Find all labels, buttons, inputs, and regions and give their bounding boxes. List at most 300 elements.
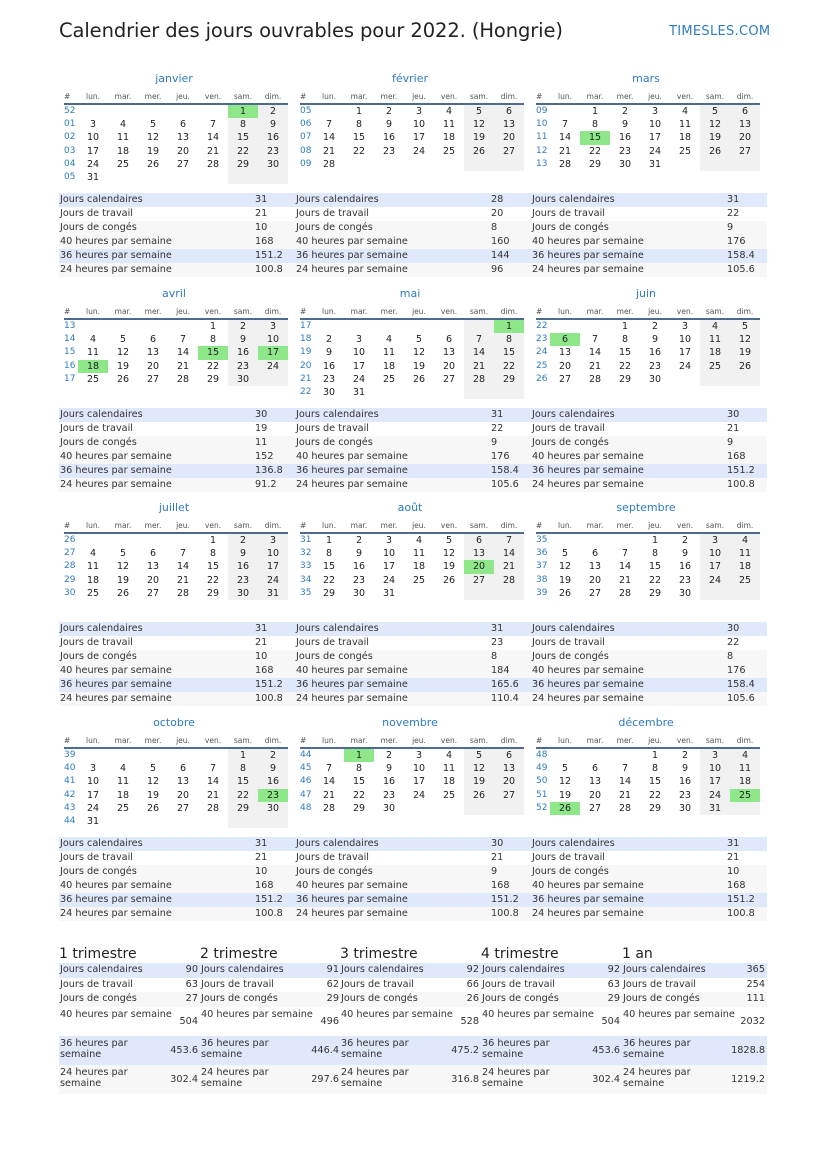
day-cell[interactable]	[258, 815, 288, 828]
day-cell[interactable]: 25	[700, 360, 730, 373]
day-cell[interactable]	[198, 171, 228, 184]
day-cell[interactable]	[138, 319, 168, 333]
day-cell[interactable]: 6	[179, 763, 187, 775]
day-cell[interactable]: 6	[445, 334, 453, 346]
day-cell[interactable]: 27	[494, 789, 524, 802]
day-cell[interactable]: 1	[494, 319, 524, 333]
day-cell[interactable]: 23	[258, 145, 288, 158]
day-cell[interactable]: 27	[176, 802, 190, 814]
day-cell[interactable]	[374, 319, 404, 333]
day-cell[interactable]: 12	[730, 333, 760, 346]
day-cell[interactable]: 16	[228, 560, 258, 573]
day-cell[interactable]: 5	[149, 119, 157, 131]
day-cell[interactable]: 1	[621, 321, 629, 332]
day-cell[interactable]: 29	[206, 373, 220, 385]
day-cell[interactable]: 25	[412, 574, 426, 586]
day-cell[interactable]: 9	[228, 547, 258, 560]
day-cell[interactable]: 2	[681, 750, 689, 761]
day-cell[interactable]: 3	[258, 533, 288, 547]
day-cell[interactable]: 5	[561, 763, 569, 775]
day-cell[interactable]	[314, 104, 344, 118]
day-cell[interactable]	[78, 319, 108, 333]
day-cell[interactable]	[138, 171, 168, 184]
day-cell[interactable]: 16	[322, 360, 336, 372]
day-cell[interactable]: 27	[588, 587, 602, 599]
day-cell[interactable]	[464, 802, 494, 815]
day-cell[interactable]: 17	[700, 775, 730, 788]
day-cell[interactable]: 12	[558, 776, 572, 788]
day-cell[interactable]: 19	[558, 574, 572, 586]
day-cell[interactable]: 21	[618, 789, 632, 801]
day-cell[interactable]	[610, 533, 640, 547]
day-cell[interactable]: 23	[228, 360, 258, 373]
day-cell[interactable]: 14	[618, 776, 632, 788]
day-cell[interactable]: 23	[648, 360, 662, 372]
day-cell[interactable]: 29	[322, 587, 336, 599]
day-cell[interactable]	[168, 171, 198, 184]
day-cell[interactable]: 21	[206, 145, 220, 157]
day-cell[interactable]: 31	[86, 172, 100, 184]
day-cell[interactable]	[404, 158, 434, 171]
day-cell[interactable]: 20	[176, 145, 190, 157]
day-cell[interactable]: 3	[415, 750, 423, 761]
day-cell[interactable]	[78, 748, 108, 762]
day-cell[interactable]: 4	[89, 548, 97, 560]
day-cell[interactable]: 17	[382, 561, 396, 573]
day-cell[interactable]: 11	[730, 762, 760, 775]
day-cell[interactable]: 21	[322, 789, 336, 801]
day-cell[interactable]: 27	[146, 587, 160, 599]
day-cell[interactable]: 19	[558, 789, 572, 801]
day-cell[interactable]: 10	[382, 548, 396, 560]
day-cell[interactable]: 28	[464, 373, 494, 386]
day-cell[interactable]: 9	[258, 762, 288, 775]
day-cell[interactable]	[138, 533, 168, 547]
day-cell[interactable]: 13	[146, 347, 160, 359]
day-cell[interactable]: 16	[382, 132, 396, 144]
day-cell[interactable]: 3	[89, 119, 97, 131]
day-cell[interactable]: 29	[588, 158, 602, 170]
day-cell[interactable]: 27	[558, 373, 572, 385]
day-cell[interactable]	[138, 104, 168, 118]
day-cell[interactable]: 21	[464, 360, 494, 373]
day-cell[interactable]: 15	[206, 561, 220, 573]
day-cell[interactable]: 22	[648, 789, 662, 801]
day-cell[interactable]: 26	[146, 158, 160, 170]
day-cell[interactable]: 12	[412, 347, 426, 359]
day-cell[interactable]: 1	[228, 104, 258, 118]
day-cell[interactable]: 8	[355, 119, 363, 131]
day-cell[interactable]: 18	[382, 360, 396, 372]
day-cell[interactable]: 30	[258, 158, 288, 171]
day-cell[interactable]: 12	[146, 776, 160, 788]
day-cell[interactable]	[464, 158, 494, 171]
brand-link[interactable]: TIMESLES.COM	[669, 24, 771, 39]
day-cell[interactable]: 11	[116, 776, 130, 788]
day-cell[interactable]: 25	[730, 574, 760, 587]
day-cell[interactable]: 3	[89, 763, 97, 775]
day-cell[interactable]: 23	[322, 373, 336, 385]
day-cell[interactable]: 25	[678, 145, 692, 157]
day-cell[interactable]: 23	[618, 145, 632, 157]
day-cell[interactable]	[258, 171, 288, 184]
day-cell[interactable]: 7	[179, 548, 187, 560]
day-cell[interactable]: 8	[494, 333, 524, 346]
day-cell[interactable]: 17	[412, 776, 426, 788]
day-cell[interactable]: 20	[176, 789, 190, 801]
day-cell[interactable]: 6	[494, 748, 524, 762]
day-cell[interactable]: 14	[558, 132, 572, 144]
day-cell[interactable]: 20	[558, 360, 572, 372]
day-cell[interactable]: 23	[382, 145, 396, 157]
day-cell[interactable]: 10	[648, 119, 662, 131]
day-cell[interactable]: 24	[700, 789, 730, 802]
day-cell[interactable]: 11	[86, 561, 100, 573]
day-cell[interactable]: 25	[116, 802, 130, 814]
day-cell[interactable]	[464, 319, 494, 333]
day-cell[interactable]: 4	[730, 748, 760, 762]
day-cell[interactable]: 10	[412, 119, 426, 131]
day-cell[interactable]: 3	[415, 106, 423, 117]
day-cell[interactable]: 24	[86, 802, 100, 814]
day-cell[interactable]: 26	[700, 145, 730, 158]
day-cell[interactable]: 17	[678, 347, 692, 359]
day-cell[interactable]: 31	[700, 802, 730, 815]
day-cell[interactable]: 11	[442, 119, 456, 131]
day-cell[interactable]: 26	[116, 587, 130, 599]
day-cell[interactable]: 24	[678, 360, 692, 372]
day-cell[interactable]: 8	[651, 763, 659, 775]
day-cell[interactable]: 20	[146, 360, 160, 372]
day-cell[interactable]: 11	[116, 132, 130, 144]
day-cell[interactable]: 14	[176, 561, 190, 573]
day-cell[interactable]: 16	[258, 775, 288, 788]
day-cell[interactable]: 7	[325, 119, 333, 131]
day-cell[interactable]: 4	[730, 533, 760, 547]
day-cell[interactable]: 5	[415, 334, 423, 346]
day-cell[interactable]: 28	[322, 802, 336, 814]
day-cell[interactable]	[730, 587, 760, 600]
day-cell[interactable]: 2	[385, 750, 393, 761]
day-cell[interactable]: 15	[352, 776, 366, 788]
day-cell[interactable]: 30	[228, 373, 258, 386]
day-cell[interactable]: 19	[442, 561, 456, 573]
day-cell[interactable]: 20	[494, 131, 524, 144]
day-cell[interactable]: 2	[355, 535, 363, 546]
day-cell[interactable]: 13	[558, 347, 572, 359]
day-cell[interactable]	[434, 319, 464, 333]
day-cell[interactable]: 7	[325, 763, 333, 775]
day-cell[interactable]: 17	[258, 346, 288, 359]
day-cell[interactable]: 27	[494, 145, 524, 158]
day-cell[interactable]: 22	[648, 574, 662, 586]
day-cell[interactable]	[464, 386, 494, 399]
day-cell[interactable]: 11	[412, 548, 426, 560]
day-cell[interactable]: 8	[209, 334, 217, 346]
day-cell[interactable]: 24	[412, 145, 426, 157]
day-cell[interactable]: 26	[442, 574, 456, 586]
day-cell[interactable]: 18	[116, 145, 130, 157]
day-cell[interactable]: 12	[116, 561, 130, 573]
day-cell[interactable]: 18	[730, 560, 760, 573]
day-cell[interactable]: 14	[464, 346, 494, 359]
day-cell[interactable]: 7	[209, 119, 217, 131]
day-cell[interactable]: 26	[412, 373, 426, 385]
day-cell[interactable]: 11	[678, 119, 692, 131]
day-cell[interactable]: 20	[588, 574, 602, 586]
day-cell[interactable]: 5	[730, 319, 760, 333]
day-cell[interactable]	[404, 802, 434, 815]
day-cell[interactable]: 13	[146, 561, 160, 573]
day-cell[interactable]: 25	[86, 373, 100, 385]
day-cell[interactable]: 30	[678, 802, 692, 814]
day-cell[interactable]: 19	[464, 775, 494, 788]
day-cell[interactable]: 21	[618, 574, 632, 586]
day-cell[interactable]: 27	[442, 373, 456, 385]
day-cell[interactable]: 19	[730, 346, 760, 359]
day-cell[interactable]: 2	[681, 535, 689, 546]
day-cell[interactable]	[108, 748, 138, 762]
day-cell[interactable]: 27	[464, 574, 494, 587]
day-cell[interactable]: 16	[618, 132, 632, 144]
day-cell[interactable]: 24	[382, 574, 396, 586]
day-cell[interactable]: 28	[588, 373, 602, 385]
day-cell[interactable]: 25	[730, 789, 760, 802]
day-cell[interactable]: 23	[228, 574, 258, 587]
day-cell[interactable]: 16	[382, 776, 396, 788]
day-cell[interactable]: 4	[119, 119, 127, 131]
day-cell[interactable]: 22	[588, 145, 602, 157]
day-cell[interactable]: 11	[730, 547, 760, 560]
day-cell[interactable]: 20	[494, 775, 524, 788]
day-cell[interactable]: 30	[618, 158, 632, 170]
day-cell[interactable]	[344, 158, 374, 171]
day-cell[interactable]: 8	[621, 334, 629, 346]
day-cell[interactable]: 4	[445, 750, 453, 761]
day-cell[interactable]: 9	[681, 548, 689, 560]
day-cell[interactable]	[108, 319, 138, 333]
day-cell[interactable]: 13	[588, 776, 602, 788]
day-cell[interactable]: 13	[176, 776, 190, 788]
day-cell[interactable]: 2	[258, 748, 288, 762]
day-cell[interactable]: 27	[146, 373, 160, 385]
day-cell[interactable]: 10	[86, 132, 100, 144]
day-cell[interactable]	[258, 373, 288, 386]
day-cell[interactable]: 5	[149, 763, 157, 775]
day-cell[interactable]: 26	[558, 587, 572, 599]
day-cell[interactable]: 3	[681, 321, 689, 332]
day-cell[interactable]: 24	[700, 574, 730, 587]
day-cell[interactable]	[138, 815, 168, 828]
day-cell[interactable]: 10	[258, 547, 288, 560]
day-cell[interactable]	[494, 158, 524, 171]
day-cell[interactable]: 7	[561, 119, 569, 131]
day-cell[interactable]: 3	[651, 106, 659, 117]
day-cell[interactable]: 7	[621, 763, 629, 775]
day-cell[interactable]: 10	[700, 762, 730, 775]
day-cell[interactable]: 9	[228, 333, 258, 346]
day-cell[interactable]: 19	[464, 131, 494, 144]
day-cell[interactable]: 16	[678, 561, 692, 573]
day-cell[interactable]	[550, 748, 580, 762]
day-cell[interactable]: 2	[325, 334, 333, 346]
day-cell[interactable]	[464, 587, 494, 600]
day-cell[interactable]: 9	[355, 548, 363, 560]
day-cell[interactable]: 5	[119, 548, 127, 560]
day-cell[interactable]: 14	[322, 132, 336, 144]
day-cell[interactable]: 14	[494, 547, 524, 560]
day-cell[interactable]: 23	[678, 789, 692, 801]
day-cell[interactable]: 16	[352, 561, 366, 573]
day-cell[interactable]: 30	[678, 587, 692, 599]
day-cell[interactable]	[494, 386, 524, 399]
day-cell[interactable]	[434, 386, 464, 399]
day-cell[interactable]	[198, 748, 228, 762]
day-cell[interactable]: 18	[442, 132, 456, 144]
day-cell[interactable]: 8	[209, 548, 217, 560]
day-cell[interactable]: 26	[550, 802, 580, 815]
day-cell[interactable]: 12	[558, 561, 572, 573]
day-cell[interactable]: 21	[588, 360, 602, 372]
day-cell[interactable]: 18	[442, 776, 456, 788]
day-cell[interactable]: 15	[618, 347, 632, 359]
day-cell[interactable]: 16	[258, 131, 288, 144]
day-cell[interactable]	[108, 104, 138, 118]
day-cell[interactable]: 9	[385, 763, 393, 775]
day-cell[interactable]: 12	[700, 118, 730, 131]
day-cell[interactable]: 20	[464, 560, 494, 573]
day-cell[interactable]: 9	[621, 119, 629, 131]
day-cell[interactable]: 20	[730, 131, 760, 144]
day-cell[interactable]: 20	[588, 789, 602, 801]
day-cell[interactable]	[670, 158, 700, 171]
day-cell[interactable]: 26	[730, 360, 760, 373]
day-cell[interactable]: 6	[730, 104, 760, 118]
day-cell[interactable]: 18	[678, 132, 692, 144]
day-cell[interactable]	[168, 104, 198, 118]
day-cell[interactable]: 30	[352, 587, 366, 599]
day-cell[interactable]: 8	[651, 548, 659, 560]
day-cell[interactable]: 6	[494, 104, 524, 118]
day-cell[interactable]: 1	[591, 106, 599, 117]
day-cell[interactable]: 22	[352, 789, 366, 801]
day-cell[interactable]: 11	[382, 347, 396, 359]
day-cell[interactable]: 3	[258, 319, 288, 333]
day-cell[interactable]: 1	[209, 321, 217, 332]
day-cell[interactable]: 18	[78, 360, 108, 373]
day-cell[interactable]: 7	[464, 333, 494, 346]
day-cell[interactable]	[670, 373, 700, 386]
day-cell[interactable]: 10	[678, 334, 692, 346]
day-cell[interactable]: 7	[209, 763, 217, 775]
day-cell[interactable]: 14	[588, 347, 602, 359]
day-cell[interactable]: 25	[442, 145, 456, 157]
day-cell[interactable]: 3	[385, 535, 393, 546]
day-cell[interactable]: 19	[116, 574, 130, 586]
day-cell[interactable]: 4	[681, 106, 689, 117]
day-cell[interactable]: 9	[258, 118, 288, 131]
day-cell[interactable]: 23	[382, 789, 396, 801]
day-cell[interactable]: 28	[558, 158, 572, 170]
day-cell[interactable]: 22	[618, 360, 632, 372]
day-cell[interactable]	[550, 104, 580, 118]
day-cell[interactable]	[580, 533, 610, 547]
day-cell[interactable]: 10	[412, 763, 426, 775]
day-cell[interactable]: 29	[494, 373, 524, 386]
day-cell[interactable]	[610, 748, 640, 762]
day-cell[interactable]	[168, 319, 198, 333]
day-cell[interactable]: 1	[651, 750, 659, 761]
day-cell[interactable]: 14	[618, 561, 632, 573]
day-cell[interactable]: 6	[149, 548, 157, 560]
day-cell[interactable]: 21	[558, 145, 572, 157]
day-cell[interactable]: 31	[382, 587, 396, 599]
day-cell[interactable]: 4	[89, 334, 97, 346]
day-cell[interactable]: 10	[700, 547, 730, 560]
day-cell[interactable]: 4	[445, 106, 453, 117]
day-cell[interactable]: 3	[700, 748, 730, 762]
day-cell[interactable]: 30	[648, 373, 662, 385]
day-cell[interactable]: 1	[355, 106, 363, 117]
day-cell[interactable]: 17	[258, 560, 288, 573]
day-cell[interactable]: 15	[322, 561, 336, 573]
day-cell[interactable]: 28	[176, 587, 190, 599]
day-cell[interactable]: 22	[322, 574, 336, 586]
day-cell[interactable]: 17	[352, 360, 366, 372]
day-cell[interactable]: 13	[464, 547, 494, 560]
day-cell[interactable]: 1	[651, 535, 659, 546]
day-cell[interactable]: 27	[588, 802, 602, 814]
day-cell[interactable]: 18	[412, 561, 426, 573]
day-cell[interactable]: 16	[648, 347, 662, 359]
day-cell[interactable]: 6	[179, 119, 187, 131]
day-cell[interactable]: 24	[258, 574, 288, 587]
day-cell[interactable]: 11	[442, 763, 456, 775]
day-cell[interactable]: 26	[464, 789, 494, 802]
day-cell[interactable]: 21	[206, 789, 220, 801]
day-cell[interactable]: 25	[86, 587, 100, 599]
day-cell[interactable]: 17	[648, 132, 662, 144]
day-cell[interactable]	[434, 802, 464, 815]
day-cell[interactable]	[374, 158, 404, 171]
day-cell[interactable]: 11	[700, 333, 730, 346]
day-cell[interactable]: 18	[116, 789, 130, 801]
day-cell[interactable]: 1	[325, 535, 333, 546]
day-cell[interactable]: 14	[206, 132, 220, 144]
day-cell[interactable]: 28	[618, 587, 632, 599]
day-cell[interactable]: 17	[412, 132, 426, 144]
day-cell[interactable]: 12	[464, 762, 494, 775]
day-cell[interactable]: 9	[325, 347, 333, 359]
day-cell[interactable]: 9	[385, 119, 393, 131]
day-cell[interactable]	[198, 104, 228, 118]
day-cell[interactable]: 7	[591, 334, 599, 346]
day-cell[interactable]: 22	[228, 789, 258, 802]
day-cell[interactable]: 24	[258, 360, 288, 373]
day-cell[interactable]: 8	[355, 763, 363, 775]
day-cell[interactable]: 17	[86, 145, 100, 157]
day-cell[interactable]: 2	[258, 104, 288, 118]
day-cell[interactable]: 15	[228, 775, 258, 788]
day-cell[interactable]: 21	[176, 360, 190, 372]
day-cell[interactable]: 9	[681, 763, 689, 775]
day-cell[interactable]	[730, 802, 760, 815]
day-cell[interactable]	[494, 802, 524, 815]
day-cell[interactable]: 12	[146, 132, 160, 144]
day-cell[interactable]: 2	[621, 106, 629, 117]
day-cell[interactable]: 22	[228, 145, 258, 158]
day-cell[interactable]	[494, 587, 524, 600]
